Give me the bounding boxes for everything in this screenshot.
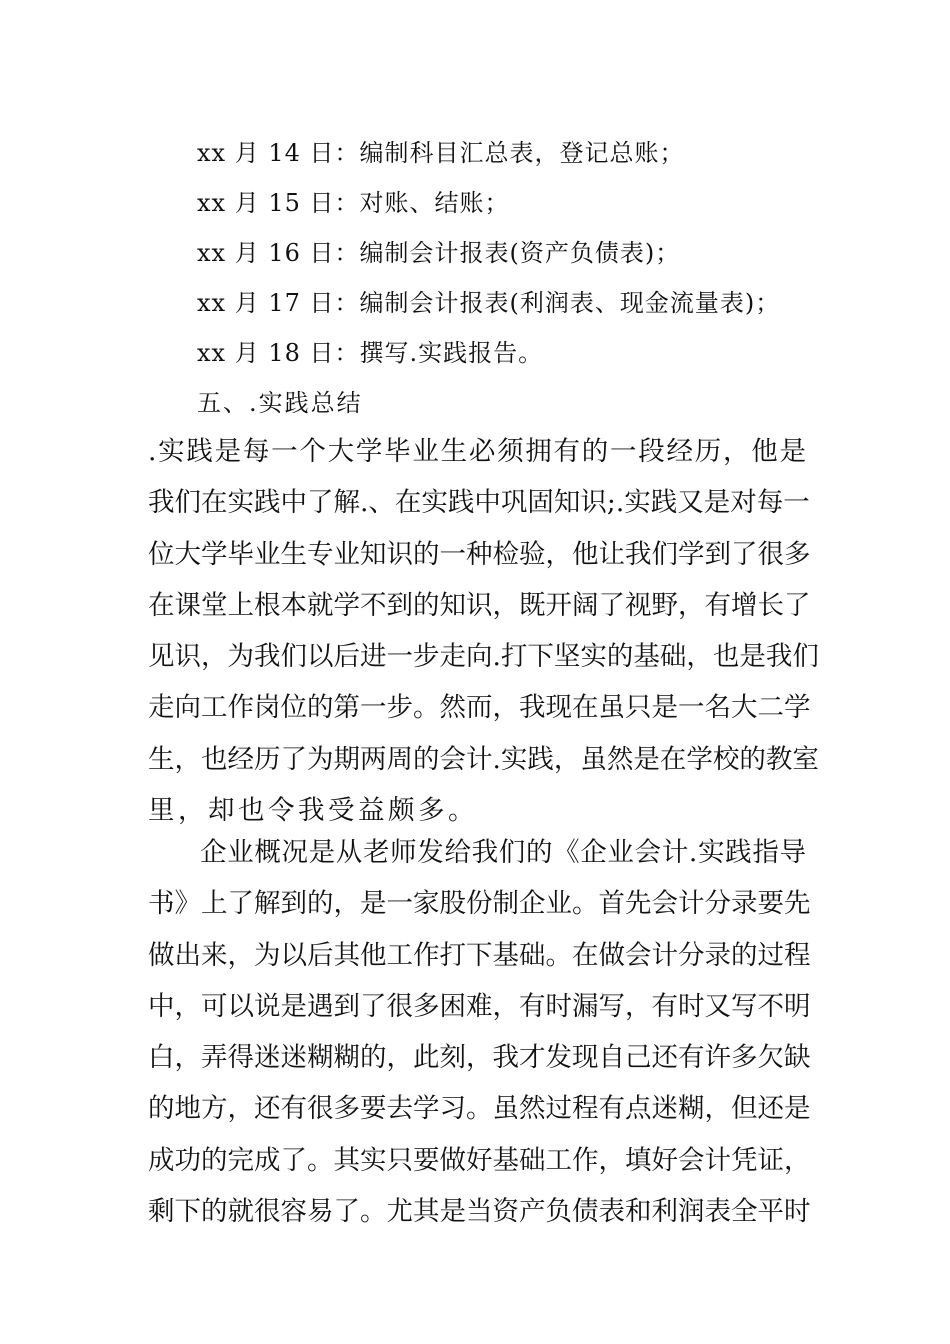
section-heading: 五、.实践总结 xyxy=(197,389,363,417)
paragraph-line: 里，却也令我受益颇多。 xyxy=(148,795,478,827)
paragraph-line: 剩下的就很容易了。尤其是当资产负债表和利润表全平时 xyxy=(148,1196,811,1228)
paragraph-line: 位大学毕业生专业知识的一种检验，他让我们学到了很多 xyxy=(148,538,811,570)
schedule-item: xx 月 14 日：编制科目汇总表，登记总账； xyxy=(197,139,685,167)
schedule-list xyxy=(197,128,837,378)
paragraph-line: 的地方，还有很多要去学习。虽然过程有点迷糊，但还是 xyxy=(148,1093,811,1125)
paragraph-line: 书》上了解到的，是一家股份制企业。首先会计分录要先 xyxy=(148,888,811,920)
paragraph-line: 做出来，为以后其他工作打下基础。在做会计分录的过程 xyxy=(148,939,811,971)
paragraph-line: .实践是每一个大学毕业生必须拥有的一段经历，他是 xyxy=(148,436,806,467)
schedule-item: xx 月 18 日：撰写.实践报告。 xyxy=(197,339,544,367)
paragraph-line: 生，也经历了为期两周的会计.实践，虽然是在学校的教室 xyxy=(148,743,819,775)
paragraph-line: 见识，为我们以后进一步走向.打下坚实的基础，也是我们 xyxy=(148,641,819,673)
paragraph-line: 在课堂上根本就学不到的知识，既开阔了视野，有增长了 xyxy=(148,589,811,621)
paragraph-line: 我们在实践中了解.、在实践中巩固知识;.实践又是对每一 xyxy=(148,487,810,519)
paragraph-line: 成功的完成了。其实只要做好基础工作，填好会计凭证， xyxy=(148,1144,811,1176)
schedule-item: xx 月 16 日：编制会计报表(资产负债表)； xyxy=(197,239,681,267)
paragraph-practice-summary xyxy=(148,426,819,836)
schedule-item: xx 月 17 日：编制会计报表(利润表、现金流量表)； xyxy=(197,289,781,317)
paragraph-line: 中，可以说是遇到了很多困难，有时漏写，有时又写不明 xyxy=(148,990,811,1022)
paragraph-line: 走向工作岗位的第一步。然而，我现在虽只是一名大二学 xyxy=(148,692,811,724)
paragraph-company-overview xyxy=(148,827,811,1237)
paragraph-line: 白，弄得迷迷糊糊的，此刻，我才发现自己还有许多欠缺 xyxy=(148,1042,811,1074)
paragraph-line: 企业概况是从老师发给我们的《企业会计.实践指导 xyxy=(200,837,806,868)
schedule-item: xx 月 15 日：对账、结账； xyxy=(197,189,510,217)
